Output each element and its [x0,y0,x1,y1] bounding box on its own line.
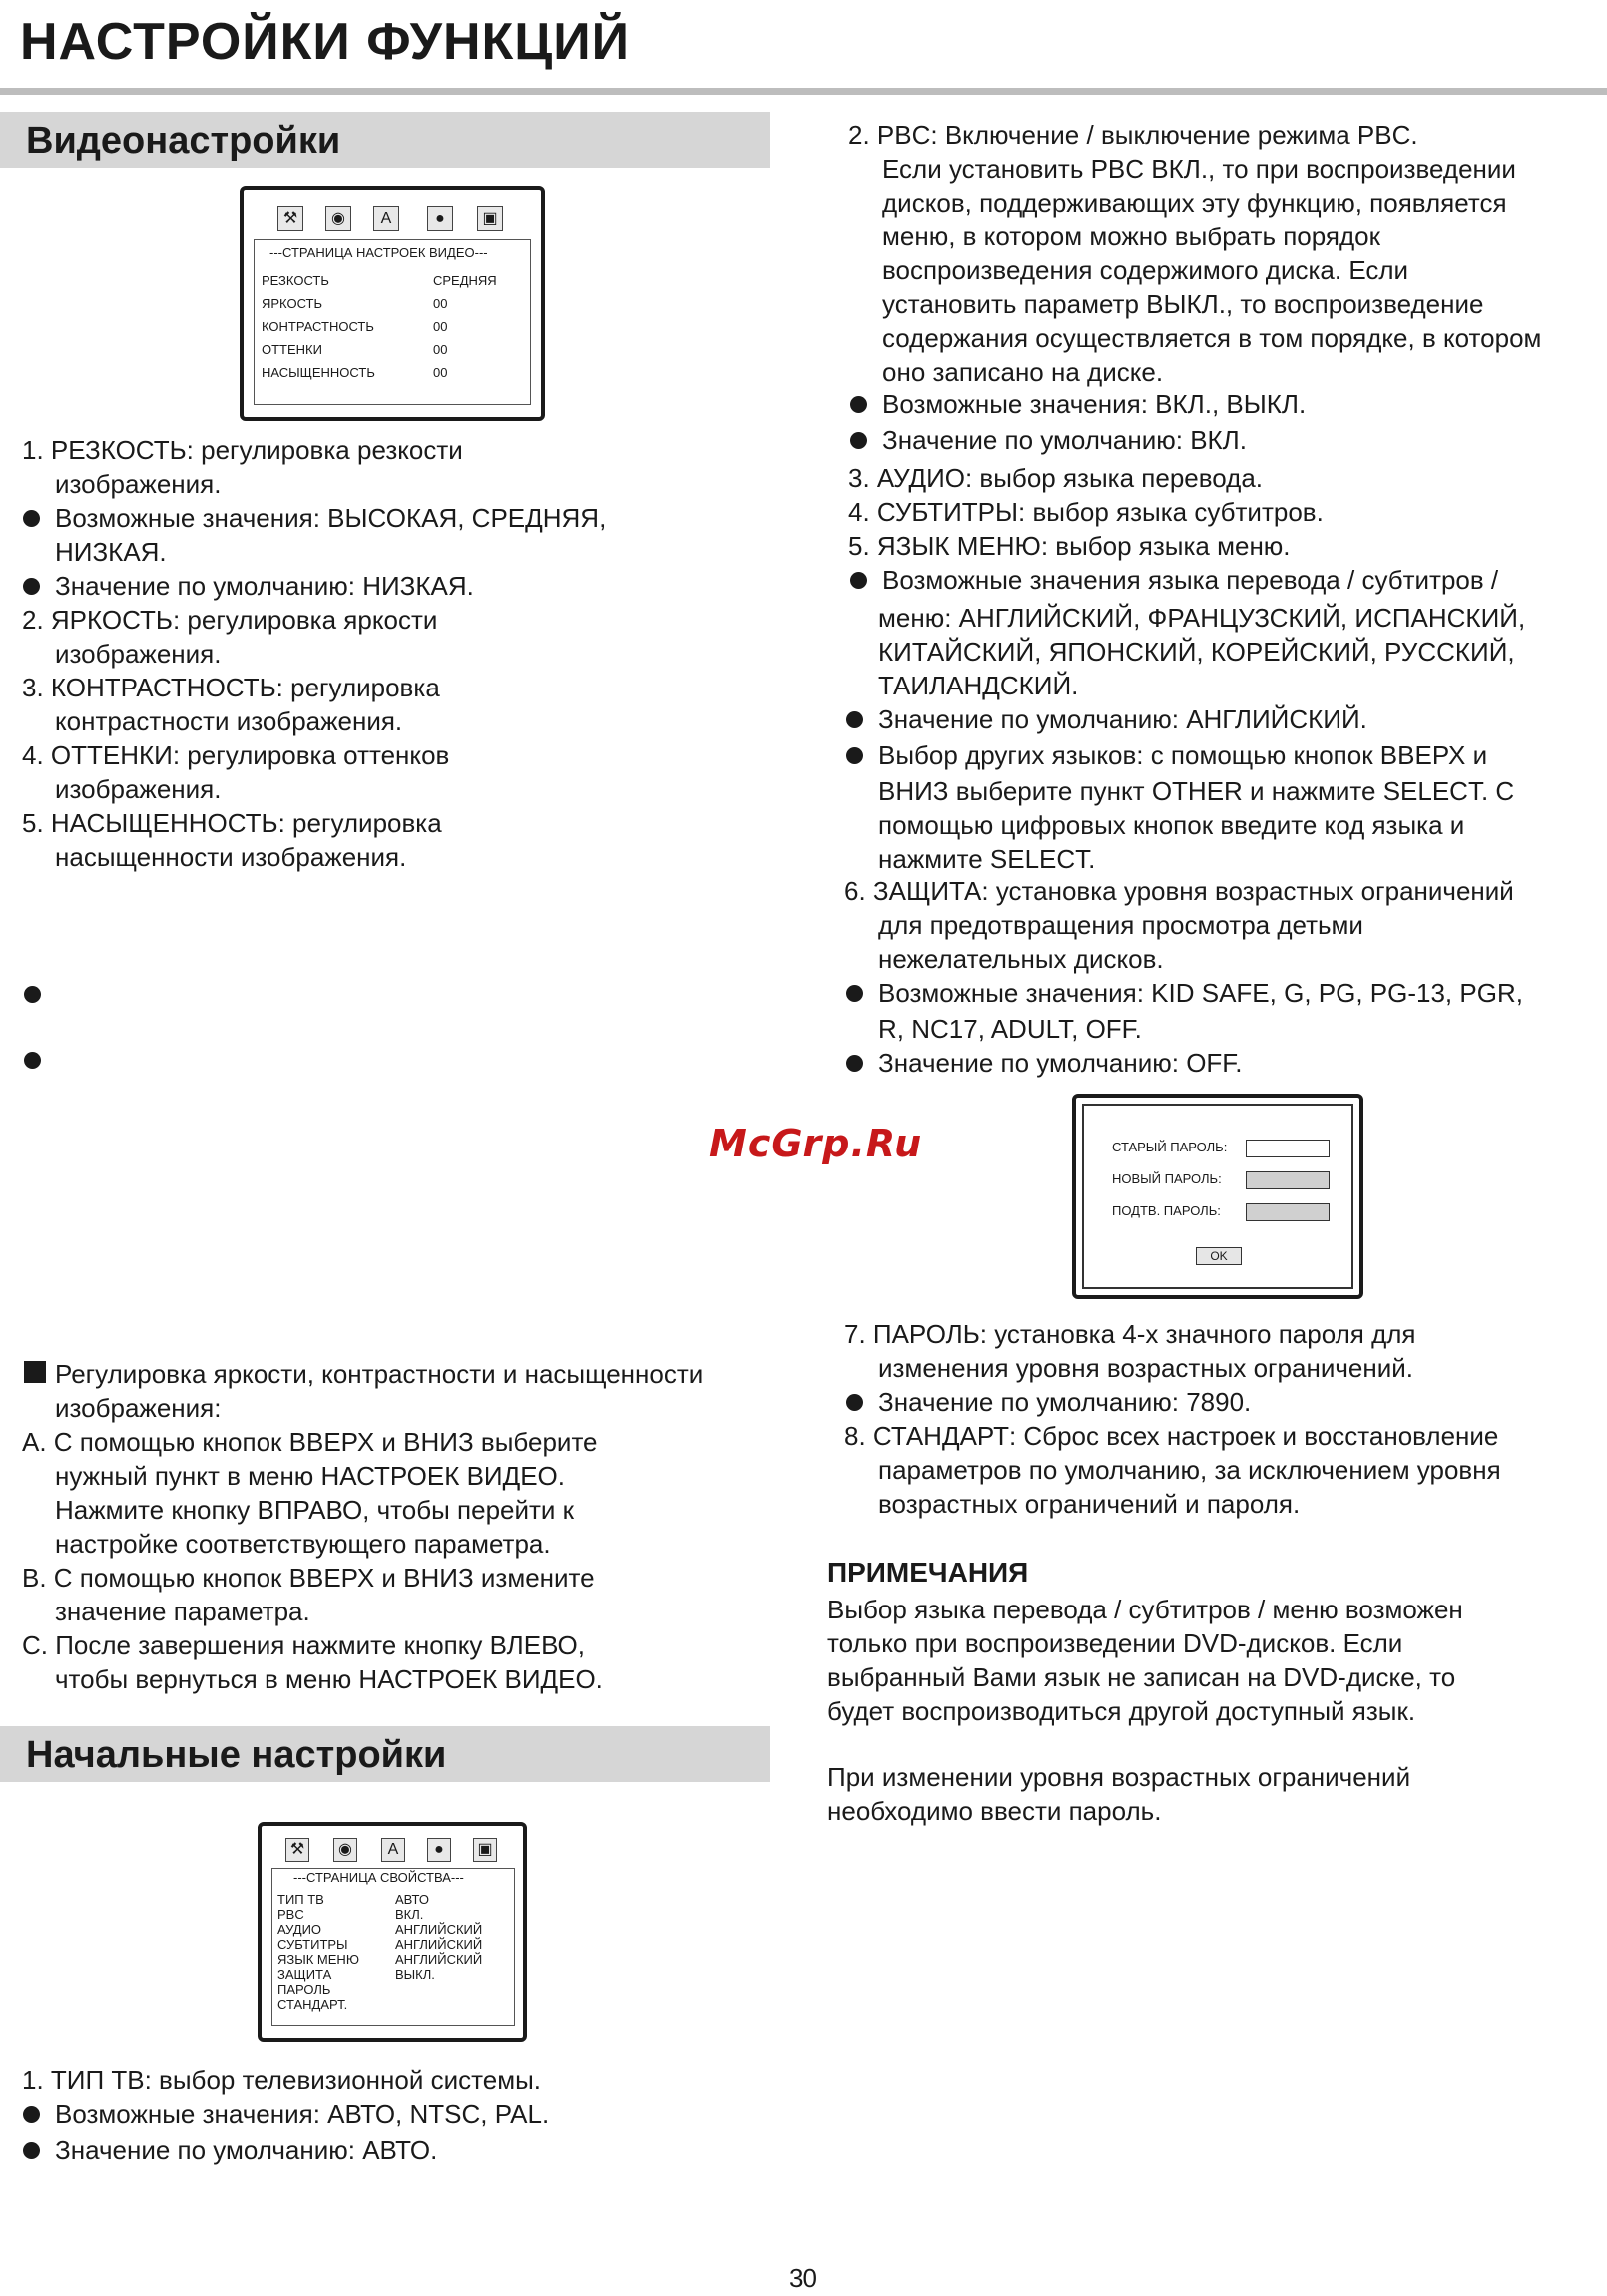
audio-item: 3. АУДИО: выбор языка перевода. [848,463,1263,493]
pbc-item: 2. PBC: Включение / выключение режима PBC. [848,120,1418,150]
video-row-label: ЯРКОСТЬ [262,296,323,311]
protection-default: Значение по умолчанию: OFF. [878,1048,1243,1078]
prop-row-label: ТИП ТВ [277,1892,324,1907]
protection-values-cont: R, NC17, ADULT, OFF. [878,1014,1142,1044]
video-settings-screen [240,186,545,421]
standard-item-cont: возрастных ограничений и пароля. [878,1489,1301,1519]
confirm-password-field[interactable] [1246,1203,1330,1221]
adjust-intro-cont: изображения: [55,1393,222,1423]
notes-text: выбранный Вами язык не записан на DVD-диске, то [827,1662,1456,1692]
empty-bullet [24,1052,41,1069]
notes-text: необходимо ввести пароль. [827,1796,1162,1826]
sharpness-default: Значение по умолчанию: НИЗКАЯ. [55,571,474,601]
protection-item: 6. ЗАЩИТА: установка уровня возрастных ограничений [844,876,1514,906]
properties-menu-title: ---СТРАНИЦА СВОЙСТВА--- [293,1870,464,1885]
brightness-item: 2. ЯРКОСТЬ: регулировка яркости [22,605,438,635]
hue-item: 4. ОТТЕНКИ: регулировка оттенков [22,740,450,770]
new-password-label: НОВЫЙ ПАРОЛЬ: [1112,1171,1222,1186]
letter-icon: A [381,1838,405,1862]
video-row-label: КОНТРАСТНОСТЬ [262,319,374,334]
video-section-title: Видеонастройки [26,120,341,162]
pbc-text: Если установить PBC ВКЛ., то при воспроизведении [882,154,1516,184]
password-default: Значение по умолчанию: 7890. [878,1387,1252,1417]
tv-type-item: 1. ТИП ТВ: выбор телевизионной системы. [22,2066,541,2095]
menu-language-item: 5. ЯЗЫК МЕНЮ: выбор языка меню. [848,531,1291,561]
contrast-item-cont: контрастности изображения. [55,706,403,736]
prop-row-label: ПАРОЛЬ [277,1982,331,1997]
subtitles-item: 4. СУБТИТРЫ: выбор языка субтитров. [848,497,1324,527]
video-row-label: РЕЗКОСТЬ [262,273,329,288]
confirm-password-label: ПОДТВ. ПАРОЛЬ: [1112,1203,1221,1218]
watermark: McGrp.Ru [709,1122,923,1165]
adjust-step-a-cont: нужный пункт в меню НАСТРОЕК ВИДЕО. [55,1461,565,1491]
initial-section-title: Начальные настройки [26,1734,447,1776]
properties-screen [258,1822,527,2042]
square-bullet-icon [24,1361,46,1383]
hue-item-cont: изображения. [55,774,222,804]
pbc-text: дисков, поддерживающих эту функцию, появляется [882,188,1507,218]
pbc-values: Возможные значения: ВКЛ., ВЫКЛ. [882,389,1307,419]
adjust-step-a-cont: Нажмите кнопку ВПРАВО, чтобы перейти к [55,1495,575,1525]
prop-row-value: АНГЛИЙСКИЙ [395,1922,483,1937]
prop-row-label: АУДИО [277,1922,322,1937]
disc-icon: ● [427,206,453,231]
video-row-value: 00 [433,319,448,334]
adjust-step-a-cont: настройке соответствующего параметра. [55,1529,551,1559]
pbc-text: установить параметр ВЫКЛ., то воспроизведение [882,289,1484,319]
other-language-cont: нажмите SELECT. [878,844,1096,874]
video-row-value: 00 [433,365,448,380]
prop-row-value: АНГЛИЙСКИЙ [395,1952,483,1967]
adjust-step-b-cont: значение параметра. [55,1597,310,1626]
pbc-default: Значение по умолчанию: ВКЛ. [882,425,1247,455]
notes-text: только при воспроизведении DVD-дисков. Если [827,1628,1403,1658]
password-screen [1072,1094,1363,1299]
tv-type-default: Значение по умолчанию: АВТО. [55,2135,438,2165]
speaker-icon: ◉ [333,1838,357,1862]
wrench-icon: ⚒ [277,206,303,231]
letter-icon: A [373,206,399,231]
brightness-item-cont: изображения. [55,639,222,669]
new-password-field[interactable] [1246,1171,1330,1189]
adjust-intro: Регулировка яркости, контрастности и насыщенности [55,1359,704,1389]
pbc-text: оно записано на диске. [882,357,1164,387]
tv-type-values: Возможные значения: АВТО, NTSC, PAL. [55,2099,550,2129]
sharpness-values-cont: НИЗКАЯ. [55,537,167,567]
prop-row-value: ВКЛ. [395,1907,424,1922]
video-menu-title: ---СТРАНИЦА НАСТРОЕК ВИДЕО--- [269,245,488,260]
adjust-step-c-cont: чтобы вернуться в меню НАСТРОЕК ВИДЕО. [55,1664,603,1694]
password-item-cont: изменения уровня возрастных ограничений. [878,1353,1413,1383]
protection-values: Возможные значения: KID SAFE, G, PG, PG-13, PGR, [878,978,1523,1008]
language-values-cont: меню: АНГЛИЙСКИЙ, ФРАНЦУЗСКИЙ, ИСПАНСКИЙ, [878,603,1526,633]
adjust-step-c: C. После завершения нажмите кнопку ВЛЕВО, [22,1630,586,1660]
prop-row-label: PBC [277,1907,304,1922]
saturation-item-cont: насыщенности изображения. [55,842,407,872]
video-row-value: 00 [433,296,448,311]
language-values-cont: КИТАЙСКИЙ, ЯПОНСКИЙ, КОРЕЙСКИЙ, РУССКИЙ, [878,637,1515,667]
page-number: 30 [789,2263,817,2293]
pbc-text: содержания осуществляется в том порядке, в котором [882,323,1542,353]
prop-row-value: АНГЛИЙСКИЙ [395,1937,483,1952]
picture-icon: ▣ [477,206,503,231]
pbc-text: меню, в котором можно выбрать порядок [882,222,1381,251]
disc-icon: ● [427,1838,451,1862]
password-item: 7. ПАРОЛЬ: установка 4-х значного пароля для [844,1319,1416,1349]
sharpness-values: Возможные значения: ВЫСОКАЯ, СРЕДНЯЯ, [55,503,607,533]
adjust-step-b: B. С помощью кнопок ВВЕРХ и ВНИЗ измените [22,1563,595,1593]
notes-heading: ПРИМЕЧАНИЯ [827,1557,1029,1588]
sharpness-item-cont: изображения. [55,469,222,499]
old-password-label: СТАРЫЙ ПАРОЛЬ: [1112,1140,1228,1154]
empty-bullet [24,986,41,1003]
other-language-cont: ВНИЗ выберите пункт OTHER и нажмите SELECT. С [878,776,1515,806]
standard-item-cont: параметров по умолчанию, за исключением уровня [878,1455,1501,1485]
initial-section-header [0,1726,770,1782]
adjust-step-a: A. С помощью кнопок ВВЕРХ и ВНИЗ выберите [22,1427,598,1457]
contrast-item: 3. КОНТРАСТНОСТЬ: регулировка [22,673,440,702]
video-row-value: 00 [433,342,448,357]
notes-text: При изменении уровня возрастных ограничений [827,1762,1411,1792]
picture-icon: ▣ [473,1838,497,1862]
language-values-cont: ТАИЛАНДСКИЙ. [878,671,1079,700]
saturation-item: 5. НАСЫЩЕННОСТЬ: регулировка [22,808,442,838]
standard-item: 8. СТАНДАРТ: Сброс всех настроек и восстановление [844,1421,1499,1451]
protection-item-cont: для предотвращения просмотра детьми [878,910,1363,940]
prop-row-value: ВЫКЛ. [395,1967,435,1982]
old-password-field[interactable] [1246,1140,1330,1157]
wrench-icon: ⚒ [285,1838,309,1862]
video-row-label: НАСЫЩЕННОСТЬ [262,365,375,380]
video-row-label: ОТТЕНКИ [262,342,322,357]
prop-row-value: АВТО [395,1892,429,1907]
notes-text: будет воспроизводиться другой доступный язык. [827,1696,1416,1726]
other-language: Выбор других языков: с помощью кнопок ВВЕРХ и [878,740,1488,770]
language-default: Значение по умолчанию: АНГЛИЙСКИЙ. [878,704,1367,734]
prop-row-label: ЯЗЫК МЕНЮ [277,1952,359,1967]
notes-text: Выбор языка перевода / субтитров / меню возможен [827,1595,1463,1624]
video-row-value: СРЕДНЯЯ [433,273,497,288]
header-rule [0,88,1607,95]
ok-button[interactable]: OK [1196,1247,1242,1265]
protection-item-cont: нежелательных дисков. [878,944,1164,974]
prop-row-label: СУБТИТРЫ [277,1937,348,1952]
prop-row-label: СТАНДАРТ. [277,1997,348,2012]
language-values: Возможные значения языка перевода / субтитров / [882,565,1499,595]
video-section-header [0,112,770,168]
pbc-text: воспроизведения содержимого диска. Если [882,255,1409,285]
other-language-cont: помощью цифровых кнопок введите код языка и [878,810,1465,840]
sharpness-item: 1. РЕЗКОСТЬ: регулировка резкости [22,435,463,465]
speaker-icon: ◉ [325,206,351,231]
page-title: НАСТРОЙКИ ФУНКЦИЙ [20,13,630,71]
prop-row-label: ЗАЩИТА [277,1967,332,1982]
